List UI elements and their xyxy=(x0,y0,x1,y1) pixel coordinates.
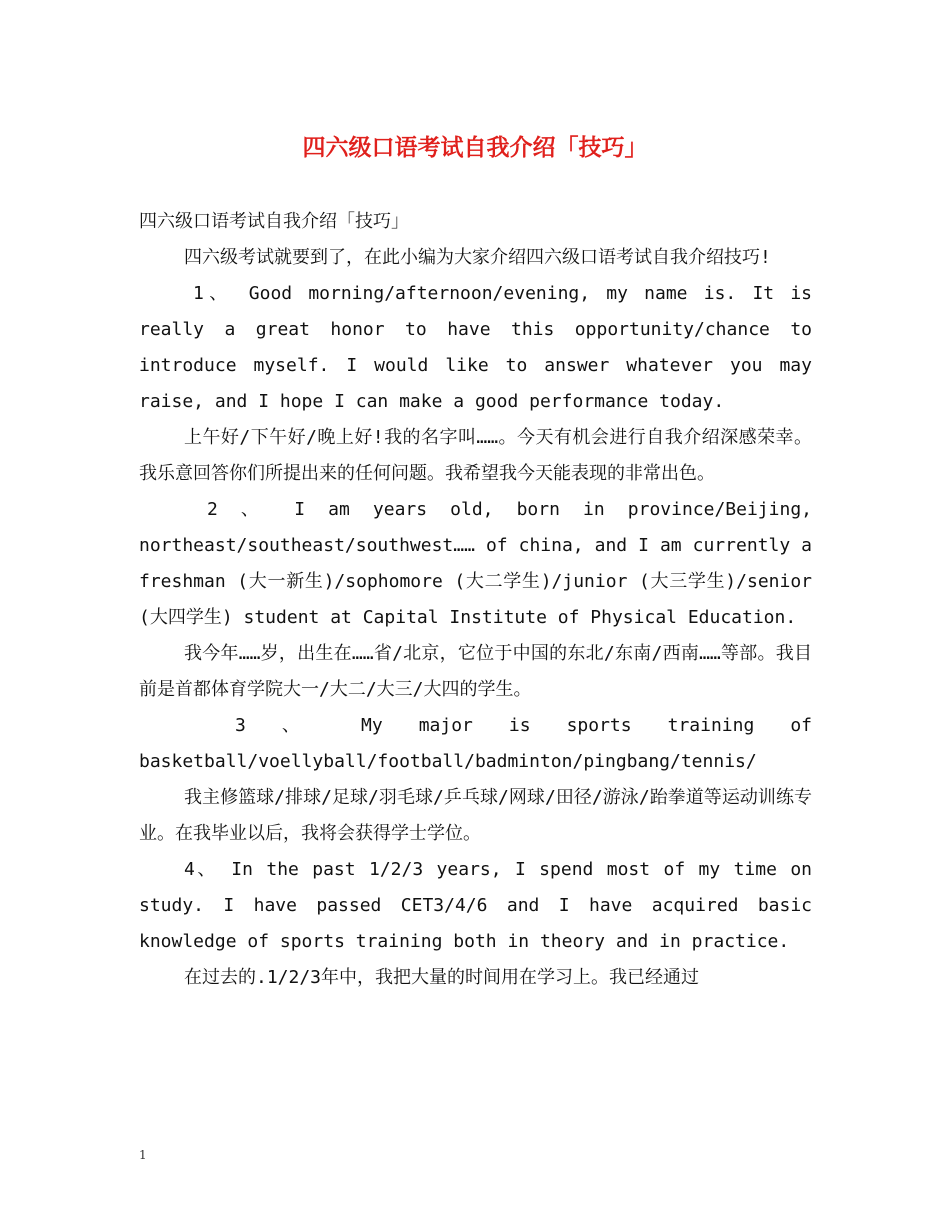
paragraph-subtitle: 四六级口语考试自我介绍「技巧」 xyxy=(139,211,409,232)
paragraph-intro: 四六级考试就要到了，在此小编为大家介绍四六级口语考试自我介绍技巧! xyxy=(184,247,771,268)
paragraph-item-1-zh: 上午好/下午好/晚上好!我的名字叫……。今天有机会进行自我介绍深感荣幸。我乐意回答你们所提出来的任何问题。我希望我今天能表现的非常出色。 xyxy=(139,427,812,484)
page-number: 1 xyxy=(139,1148,147,1162)
document-body xyxy=(139,204,812,996)
paragraph-item-4-en: 4、 In the past 1/2/3 years, I spend most of my time on study. I have passed CET3/4/6 and I have acquired basic knowledge of sports training both in theory and in practice. xyxy=(139,859,812,952)
paragraph-item-2-zh: 我今年……岁，出生在……省/北京，它位于中国的东北/东南/西南……等部。我目前是首都体育学院大一/大二/大三/大四的学生。 xyxy=(139,643,812,700)
paragraph-item-1-en: 1、 Good morning/afternoon/evening, my name is. It is really a great honor to have this opportunity/chance to introduce myself. I would like to answer whatever you may raise, and I hope I can make a good performance today. xyxy=(139,283,812,412)
paragraph-item-2-en: 2 、 I am years old, born in province/Beijing, northeast/southeast/southwest…… of china, and I am currently a freshman (大一新生)/sophomore (大二学生)/junior (大三学生)/senior (大四学生) student at Capital Institute of Physical Education. xyxy=(139,499,812,628)
paragraph-item-4-zh: 在过去的.1/2/3年中，我把大量的时间用在学习上。我已经通过 xyxy=(184,967,700,988)
document-title: 四六级口语考试自我介绍「技巧」 xyxy=(302,134,648,161)
paragraph-item-3-zh: 我主修篮球/排球/足球/羽毛球/乒乓球/网球/田径/游泳/跆拳道等运动训练专业。在我毕业以后，我将会获得学士学位。 xyxy=(139,787,812,844)
paragraph-item-3-en: 3 、 My major is sports training of basketball/voellyball/football/badminton/pingbang/tennis/ xyxy=(139,715,812,772)
